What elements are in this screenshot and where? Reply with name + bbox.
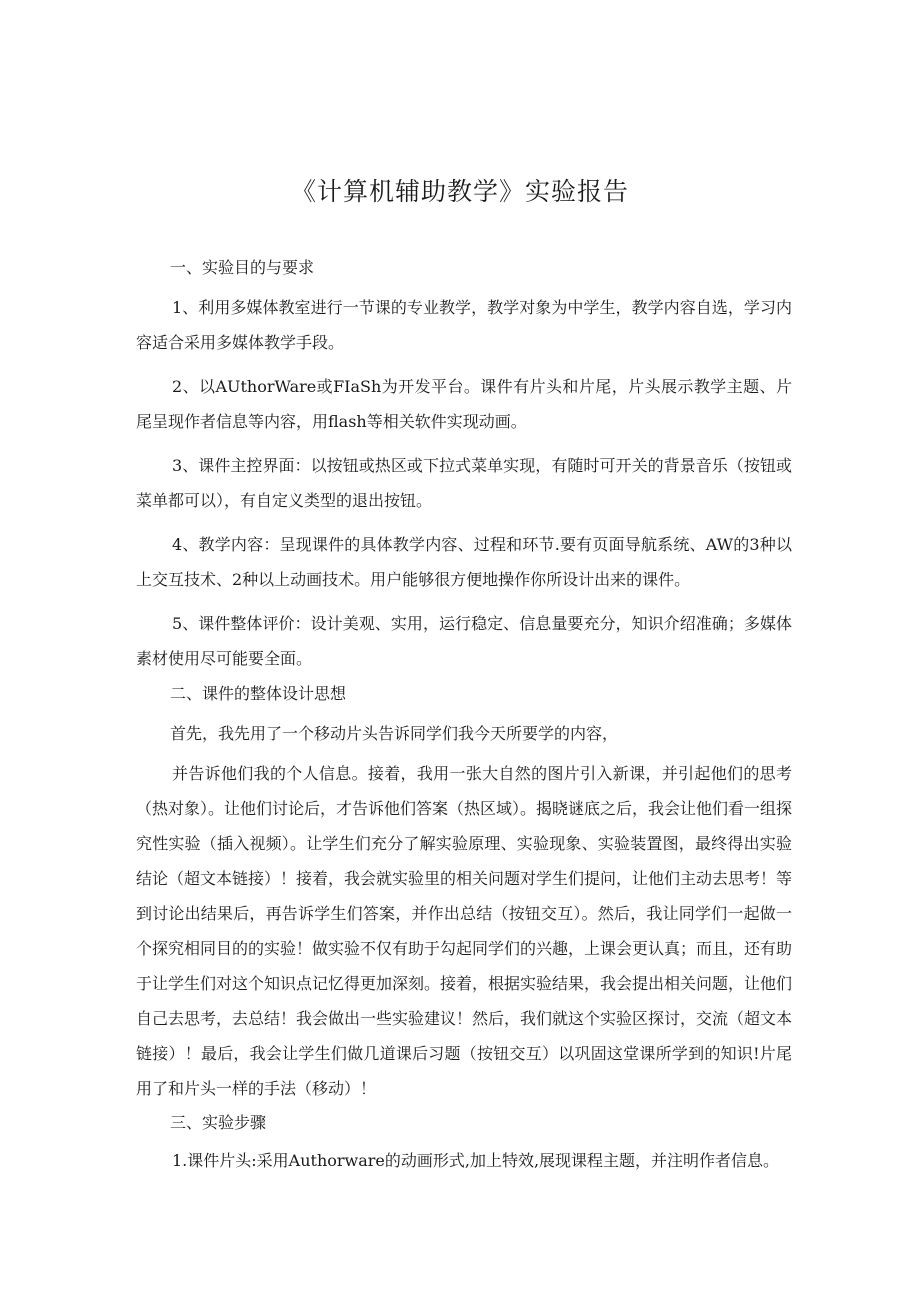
requirement-item-3: 3、课件主控界面：以按钮或热区或下拉式菜单实现，有随时可开关的背景音乐（按钮或菜单都可以），有自定义类型的退出按钮。 [136,456,792,510]
requirement-item-1: 1、利用多媒体教室进行一节课的专业教学，教学对象为中学生，教学内容自选，学习内容适合采用多媒体教学手段。 [136,298,792,352]
design-paragraph-1: 首先，我先用了一个移动片头告诉同学们我今天所要学的内容， [170,724,619,743]
requirement-item-5: 5、课件整体评价：设计美观、实用，运行稳定、信息量要充分，知识介绍准确；多媒体素材使用尽可能要全面。 [136,614,792,668]
design-paragraph-2: 并告诉他们我的个人信息。接着，我用一张大自然的图片引入新课，并引起他们的思考（热对象）。让他们讨论后，才告诉他们答案（热区域）。揭晓谜底之后，我会让他们看一组探究性实验（插入视频）。让学生们充分了解实验原理、实验现象、实验装置图，最终得出实验结论（超文本链接）！接着，我会就实验里的相关问题对学生们提问，让他们主动去思考！等到讨论出结果后，再告诉学生们答案，并作出总结（按钮交互）。然后，我让同学们一起做一个探究相同目的的实验！做实验不仅有助于勾起同学们的兴趣，上课会更认真；而且，还有助于让学生们对这个知识点记忆得更加深刻。接着，根据实验结果，我会提出相关问题，让他们自己去思考，去总结！我会做出一些实验建议！然后，我们就这个实验区探讨，交流（超文本链接）！最后，我会让学生们做几道课后习题（按钮交互）以巩固这堂课所学到的知识!片尾用了和片头一样的手法（移动）！ [136,764,793,1098]
requirement-item-2: 2、以AUthorWare或FIaSh为开发平台。课件有片头和片尾，片头展示教学主题、片尾呈现作者信息等内容，用flash等相关软件实现动画。 [136,377,792,431]
document-title: 《计算机辅助教学》实验报告 [290,177,629,206]
section-heading-3: 三、实验步骤 [170,1113,267,1132]
requirement-item-4: 4、教学内容：呈现课件的具体教学内容、过程和环节.要有页面导航系统、AW的3种以上交互技术、2种以上动画技术。用户能够很方便地操作你所设计出来的课件。 [136,535,792,589]
step-item-1: 1.课件片头:采用Authorware的动画形式,加上特效,展现课程主题，并注明作者信息。 [172,1151,780,1170]
section-heading-2: 二、课件的整体设计思想 [170,684,347,703]
section-heading-1: 一、实验目的与要求 [170,258,315,277]
document-body [136,250,792,1177]
